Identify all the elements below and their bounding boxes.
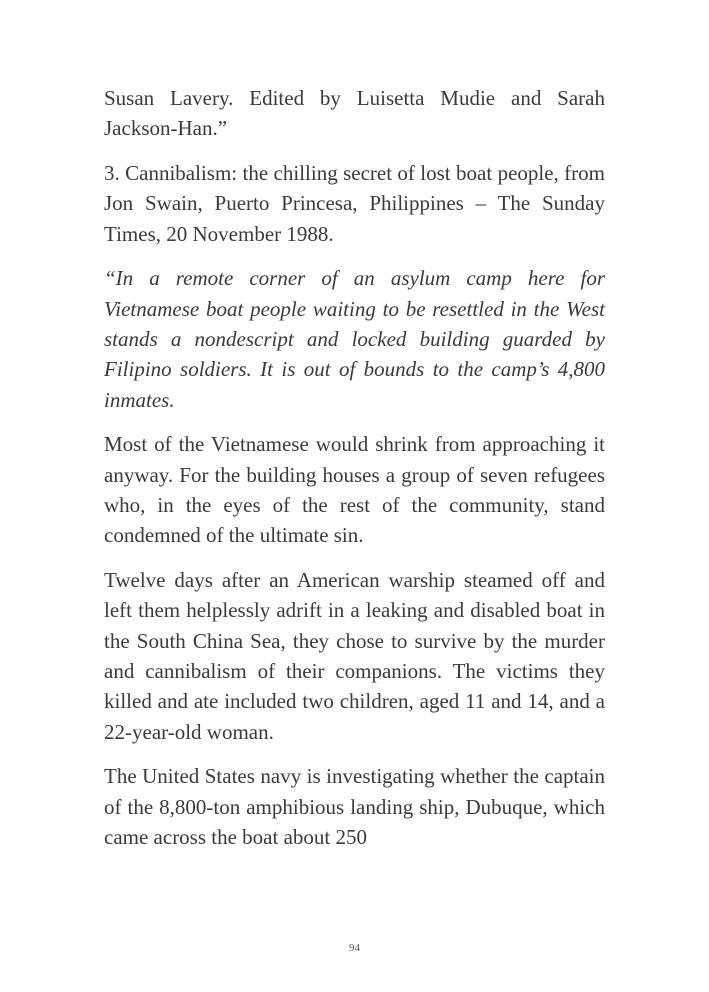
paragraph-source-heading: 3. Cannibalism: the chilling secret of lost boat people, from Jon Swain, Puerto Princesa, Philippines – The Sunday Times, 20 November 1988.	[104, 161, 605, 246]
page-body	[104, 83, 605, 867]
paragraph-body-3: The United States navy is investigating whether the captain of the 8,800-ton amphibious landing ship, Dubuque, which came across the boat about 250	[104, 764, 605, 850]
paragraph-quote-intro: “In a remote corner of an asylum camp here for Vietnamese boat people waiting to be resettled in the West stands a nondescript and locked building guarded by Filipino soldiers. It is out of bounds to the camp’s 4,800 inmates.	[104, 266, 605, 412]
page-number: 94	[349, 942, 360, 954]
paragraph-body-2: Twelve days after an American warship steamed off and left them helplessly adrift in a leaking and disabled boat in the South China Sea, they chose to survive by the murder and cannibalism of their companions. The victims they killed and ate included two children, aged 11 and 14, and a 22-year-old woman.	[104, 568, 605, 744]
paragraph-citation-end: Susan Lavery. Edited by Luisetta Mudie and Sarah Jackson-Han.”	[104, 86, 605, 141]
paragraph-body-1: Most of the Vietnamese would shrink from approaching it anyway. For the building houses a group of seven refugees who, in the eyes of the rest of the community, stand condemned of the ultimate sin.	[104, 432, 605, 548]
